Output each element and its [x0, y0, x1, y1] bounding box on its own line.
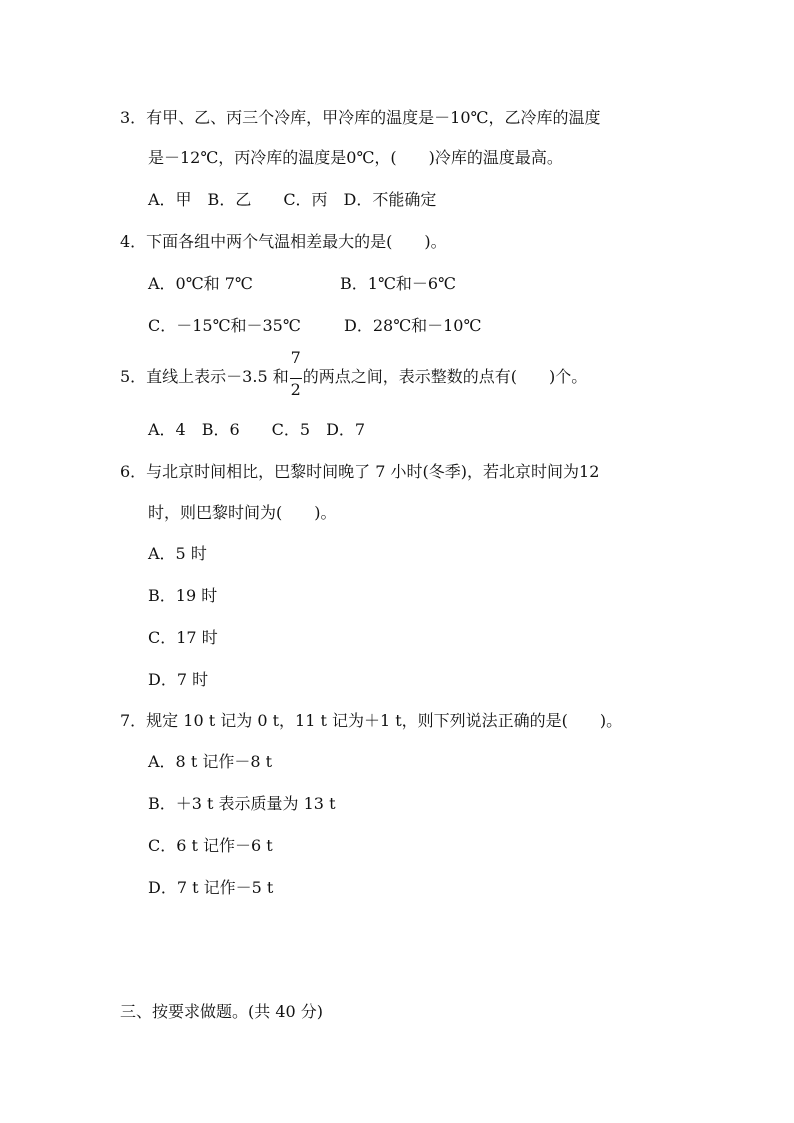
q4-option-d: D．28℃和－10℃: [344, 316, 482, 335]
q6-option-b: B．19 时: [148, 586, 218, 605]
q6-stem-line2: 时，则巴黎时间为( )。: [148, 503, 337, 522]
q5-options: A．4 B．6 C．5 D．7: [148, 420, 366, 439]
q3-stem-line1: 3．有甲、乙、丙三个冷库，甲冷库的温度是－10℃，乙冷库的温度: [120, 108, 601, 127]
fraction-denominator: 2: [290, 379, 301, 399]
q3-options: A．甲 B．乙 C．丙 D．不能确定: [148, 190, 437, 209]
q7-option-d: D．7 t 记作－5 t: [148, 878, 274, 897]
q5-stem-post: 的两点之间，表示整数的点有( )个。: [302, 367, 588, 386]
q4-option-a: A．0℃和 7℃: [148, 274, 253, 293]
q4-option-c: C．－15℃和－35℃: [148, 316, 301, 335]
q6-stem-line1: 6．与北京时间相比，巴黎时间晚了 7 小时(冬季)，若北京时间为12: [120, 462, 600, 481]
q4-stem: 4．下面各组中两个气温相差最大的是( )。: [120, 232, 447, 251]
q5-stem: [120, 347, 588, 399]
q3-stem-line2: 是－12℃，丙冷库的温度是0℃，( )冷库的温度最高。: [148, 148, 563, 167]
section-3-heading: 三、按要求做题。(共 40 分): [120, 1002, 324, 1021]
q4-option-b: B．1℃和－6℃: [340, 274, 456, 293]
q7-option-c: C．6 t 记作－6 t: [148, 836, 273, 855]
q7-option-b: B．＋3 t 表示质量为 13 t: [148, 794, 336, 813]
q7-option-a: A．8 t 记作－8 t: [148, 752, 273, 771]
q6-option-c: C．17 时: [148, 628, 218, 647]
q6-option-a: A．5 时: [148, 544, 207, 563]
fraction-bar: [290, 378, 302, 379]
q5-stem-pre: 5．直线上表示－3.5 和: [120, 367, 289, 386]
fraction-numerator: 7: [290, 347, 301, 367]
q6-option-d: D．7 时: [148, 670, 209, 689]
fraction-seven-halves: [289, 347, 303, 399]
q7-stem: 7．规定 10 t 记为 0 t，11 t 记为＋1 t，则下列说法正确的是( )。: [120, 711, 623, 730]
